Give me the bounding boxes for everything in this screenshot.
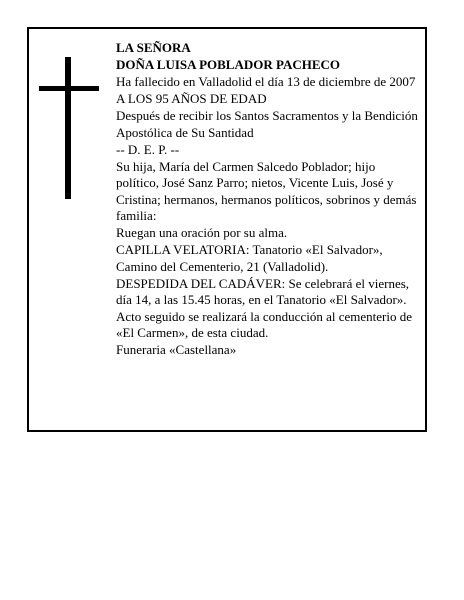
obituary-notice [27, 27, 427, 432]
notice-title: LA SEÑORA [116, 40, 191, 55]
family-list: Su hija, María del Carmen Salcedo Poblador; hijo político, José Sanz Parro; nietos, Vicente Luis, José y Cristina; hermanos, hermanos políticos, sobrinos y demás familia: [116, 158, 417, 223]
deceased-name: DOÑA LUISA POBLADOR PACHECO [116, 57, 341, 72]
death-statement: Ha fallecido en Valladolid el día 13 de diciembre de 2007 [116, 74, 416, 89]
chapel-info: CAPILLA VELATORIA: Tanatorio «El Salvador», Camino del Cementerio, 21 (Valladolid). [116, 242, 383, 274]
cross-horizontal-bar [39, 86, 99, 91]
funeral-home: Funeraria «Castellana» [116, 342, 237, 357]
notice-text [116, 40, 418, 359]
farewell-info: DESPEDIDA DEL CADÁVER: Se celebrará el viernes, día 14, a las 15.45 horas, en el Tanatorio «El Salvador». Acto seguido se realizará la conducción al cementerio de «El Carmen», de esta ciudad. [116, 275, 412, 340]
prayer-request: Ruegan una oración por su alma. [116, 225, 288, 240]
sacraments-statement: Después de recibir los Santos Sacramentos y la Bendición Apostólica de Su Santidad [116, 108, 418, 140]
cross-vertical-bar [65, 57, 71, 199]
cross-icon [39, 57, 99, 199]
rest-in-peace: -- D. E. P. -- [116, 141, 180, 157]
age-statement: A LOS 95 AÑOS DE EDAD [116, 91, 267, 106]
